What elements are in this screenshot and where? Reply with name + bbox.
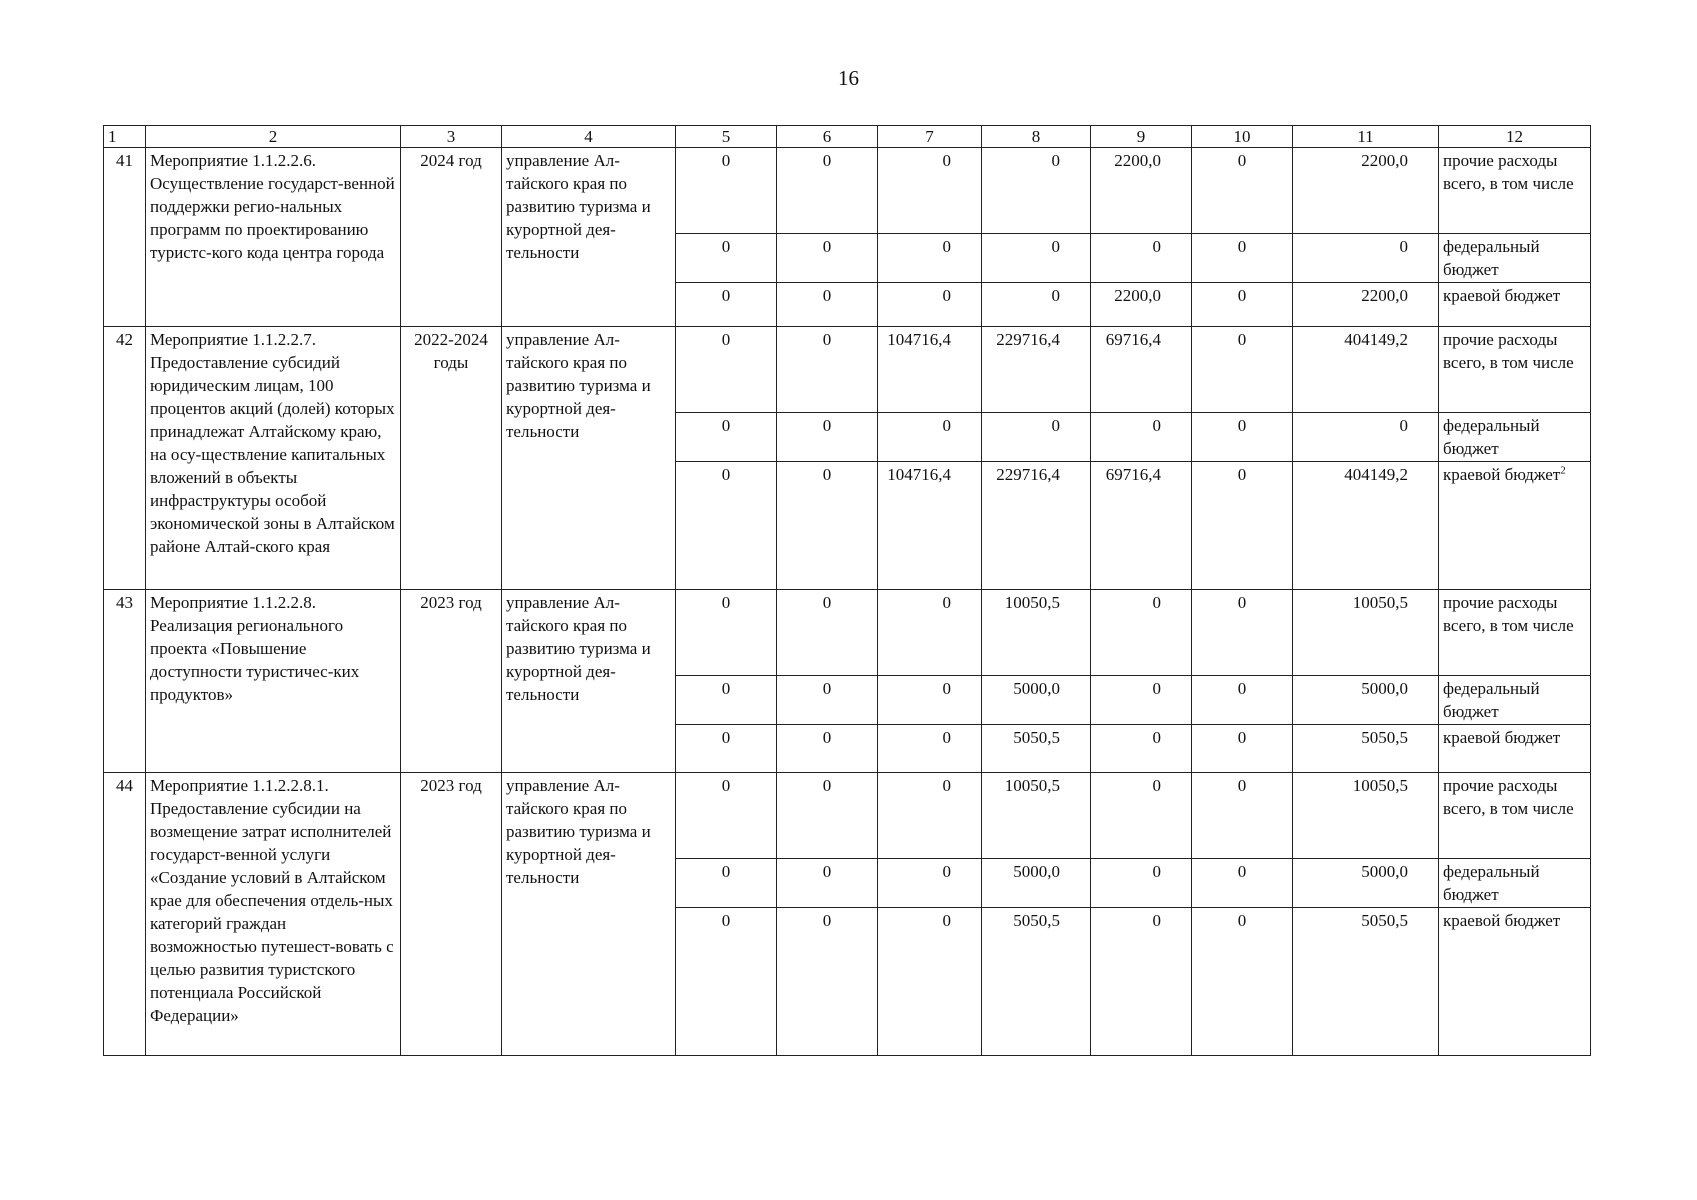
amount-cell: 0: [1091, 908, 1192, 1056]
amount-cell: 0: [777, 773, 878, 859]
column-number: 5: [676, 126, 777, 148]
amount-cell: 0: [676, 413, 777, 462]
amount-cell: 0: [878, 908, 982, 1056]
funding-source-label: краевой бюджет: [1443, 911, 1561, 930]
amount-cell: 0: [1192, 590, 1293, 676]
funding-source: [1439, 908, 1591, 1056]
amount-cell: 0: [878, 283, 982, 327]
amount-cell: 0: [777, 327, 878, 413]
amount-cell: 0: [676, 590, 777, 676]
amount-cell: 2200,0: [1293, 283, 1439, 327]
funding-source: [1439, 725, 1591, 773]
amount-cell: 0: [1192, 234, 1293, 283]
amount-cell: 2200,0: [1091, 148, 1192, 234]
row-number: 43: [104, 590, 146, 773]
amount-cell: 404149,2: [1293, 462, 1439, 590]
table-row: [104, 590, 1591, 676]
amount-cell: 0: [676, 773, 777, 859]
amount-cell: 0: [777, 590, 878, 676]
row-number: 41: [104, 148, 146, 327]
amount-cell: 404149,2: [1293, 327, 1439, 413]
column-number-row: [104, 126, 1591, 148]
amount-cell: 0: [1091, 413, 1192, 462]
amount-cell: 0: [878, 148, 982, 234]
amount-cell: 2200,0: [1293, 148, 1439, 234]
page-number: 16: [838, 66, 859, 90]
funding-source-label: прочие расходы всего, в том числе: [1443, 776, 1574, 818]
funding-source: [1439, 283, 1591, 327]
amount-cell: 0: [676, 327, 777, 413]
amount-cell: 0: [1192, 327, 1293, 413]
amount-cell: 0: [777, 413, 878, 462]
funding-source: [1439, 234, 1591, 283]
funding-source-label: краевой бюджет: [1443, 465, 1561, 484]
amount-cell: 10050,5: [1293, 773, 1439, 859]
amount-cell: 5000,0: [1293, 676, 1439, 725]
amount-cell: 0: [878, 234, 982, 283]
amount-cell: 104716,4: [878, 462, 982, 590]
amount-cell: 0: [1192, 413, 1293, 462]
amount-cell: 0: [777, 283, 878, 327]
amount-cell: 0: [777, 234, 878, 283]
amount-cell: 0: [777, 148, 878, 234]
amount-cell: 0: [878, 725, 982, 773]
amount-cell: 5050,5: [982, 908, 1091, 1056]
amount-cell: 5000,0: [982, 859, 1091, 908]
column-number: 12: [1439, 126, 1591, 148]
amount-cell: 69716,4: [1091, 462, 1192, 590]
measure-name: Мероприятие 1.1.2.2.7. Предоставление субсидий юридическим лицам, 100 процентов акций (долей) которых принадлежат Алтайскому краю, на осу-ществление капитальных вложений в объекты инфраструктуры особой экономической зоны в Алтайском районе Алтай-ского края: [146, 327, 401, 590]
amount-cell: 104716,4: [878, 327, 982, 413]
amount-cell: 69716,4: [1091, 327, 1192, 413]
period: 2024 год: [401, 148, 502, 327]
column-number: 1: [104, 126, 146, 148]
funding-source: [1439, 413, 1591, 462]
period: 2022-2024 годы: [401, 327, 502, 590]
funding-source: [1439, 462, 1591, 590]
amount-cell: 0: [1091, 590, 1192, 676]
amount-cell: 0: [1192, 908, 1293, 1056]
executor: управление Ал-тайского края по развитию туризма и курортной дея-тельности: [502, 327, 676, 590]
amount-cell: 0: [878, 676, 982, 725]
amount-cell: 0: [1192, 859, 1293, 908]
amount-cell: 5050,5: [982, 725, 1091, 773]
amount-cell: 229716,4: [982, 327, 1091, 413]
amount-cell: 0: [982, 148, 1091, 234]
column-number: 3: [401, 126, 502, 148]
funding-source-label: федеральный бюджет: [1443, 679, 1540, 721]
footnote-marker: 2: [1560, 464, 1566, 477]
amount-cell: 0: [1293, 234, 1439, 283]
amount-cell: 0: [676, 462, 777, 590]
amount-cell: 5050,5: [1293, 725, 1439, 773]
amount-cell: 0: [777, 725, 878, 773]
table-body: [104, 126, 1591, 1056]
funding-source: [1439, 773, 1591, 859]
funding-source: [1439, 676, 1591, 725]
amount-cell: 0: [1091, 859, 1192, 908]
column-number: 4: [502, 126, 676, 148]
amount-cell: 0: [878, 413, 982, 462]
amount-cell: 0: [878, 859, 982, 908]
measure-name: Мероприятие 1.1.2.2.8.1. Предоставление субсидии на возмещение затрат исполнителей государст-венной услуги «Создание условий в Алтайском крае для обеспечения отдель-ных категорий граждан возможностью путешест-вовать с целью развития туристского потенциала Российской Федерации»: [146, 773, 401, 1056]
amount-cell: 0: [676, 859, 777, 908]
amount-cell: 0: [1091, 725, 1192, 773]
amount-cell: 5000,0: [982, 676, 1091, 725]
measure-name: Мероприятие 1.1.2.2.8. Реализация регионального проекта «Повышение доступности туристичес-ких продуктов»: [146, 590, 401, 773]
amount-cell: 229716,4: [982, 462, 1091, 590]
table-row: [104, 773, 1591, 859]
funding-source: [1439, 148, 1591, 234]
funding-source: [1439, 327, 1591, 413]
amount-cell: 5000,0: [1293, 859, 1439, 908]
table-row: [104, 148, 1591, 234]
executor: управление Ал-тайского края по развитию туризма и курортной дея-тельности: [502, 773, 676, 1056]
amount-cell: 0: [1192, 676, 1293, 725]
amount-cell: 10050,5: [982, 590, 1091, 676]
amount-cell: 0: [982, 234, 1091, 283]
amount-cell: 0: [676, 283, 777, 327]
amount-cell: 0: [1192, 462, 1293, 590]
amount-cell: 0: [1192, 283, 1293, 327]
amount-cell: 0: [676, 725, 777, 773]
amount-cell: 10050,5: [1293, 590, 1439, 676]
executor: управление Ал-тайского края по развитию туризма и курортной дея-тельности: [502, 148, 676, 327]
amount-cell: 0: [982, 283, 1091, 327]
funding-source-label: прочие расходы всего, в том числе: [1443, 330, 1574, 372]
column-number: 9: [1091, 126, 1192, 148]
amount-cell: 0: [982, 413, 1091, 462]
funding-source: [1439, 859, 1591, 908]
funding-source-label: прочие расходы всего, в том числе: [1443, 151, 1574, 193]
column-number: 11: [1293, 126, 1439, 148]
funding-source-label: краевой бюджет: [1443, 728, 1561, 747]
amount-cell: 0: [878, 590, 982, 676]
period: 2023 год: [401, 590, 502, 773]
amount-cell: 0: [777, 908, 878, 1056]
column-number: 10: [1192, 126, 1293, 148]
amount-cell: 0: [1192, 773, 1293, 859]
amount-cell: 5050,5: [1293, 908, 1439, 1056]
amount-cell: 0: [1091, 773, 1192, 859]
amount-cell: 0: [1091, 676, 1192, 725]
column-number: 7: [878, 126, 982, 148]
amount-cell: 0: [777, 462, 878, 590]
amount-cell: 2200,0: [1091, 283, 1192, 327]
column-number: 2: [146, 126, 401, 148]
funding-source-label: прочие расходы всего, в том числе: [1443, 593, 1574, 635]
period: 2023 год: [401, 773, 502, 1056]
amount-cell: 10050,5: [982, 773, 1091, 859]
financing-table: [103, 125, 1591, 1056]
amount-cell: 0: [676, 676, 777, 725]
column-number: 8: [982, 126, 1091, 148]
funding-source-label: федеральный бюджет: [1443, 862, 1540, 904]
funding-source-label: федеральный бюджет: [1443, 416, 1540, 458]
column-number: 6: [777, 126, 878, 148]
amount-cell: 0: [878, 773, 982, 859]
executor: управление Ал-тайского края по развитию туризма и курортной дея-тельности: [502, 590, 676, 773]
row-number: 42: [104, 327, 146, 590]
measure-name: Мероприятие 1.1.2.2.6. Осуществление государст-венной поддержки регио-нальных программ по проектированию туристс-кого кода центра города: [146, 148, 401, 327]
table-row: [104, 327, 1591, 413]
row-number: 44: [104, 773, 146, 1056]
funding-source: [1439, 590, 1591, 676]
amount-cell: 0: [1192, 725, 1293, 773]
amount-cell: 0: [676, 234, 777, 283]
amount-cell: 0: [1091, 234, 1192, 283]
amount-cell: 0: [777, 676, 878, 725]
amount-cell: 0: [777, 859, 878, 908]
amount-cell: 0: [1192, 148, 1293, 234]
amount-cell: 0: [1293, 413, 1439, 462]
amount-cell: 0: [676, 148, 777, 234]
funding-source-label: краевой бюджет: [1443, 286, 1561, 305]
amount-cell: 0: [676, 908, 777, 1056]
funding-source-label: федеральный бюджет: [1443, 237, 1540, 279]
